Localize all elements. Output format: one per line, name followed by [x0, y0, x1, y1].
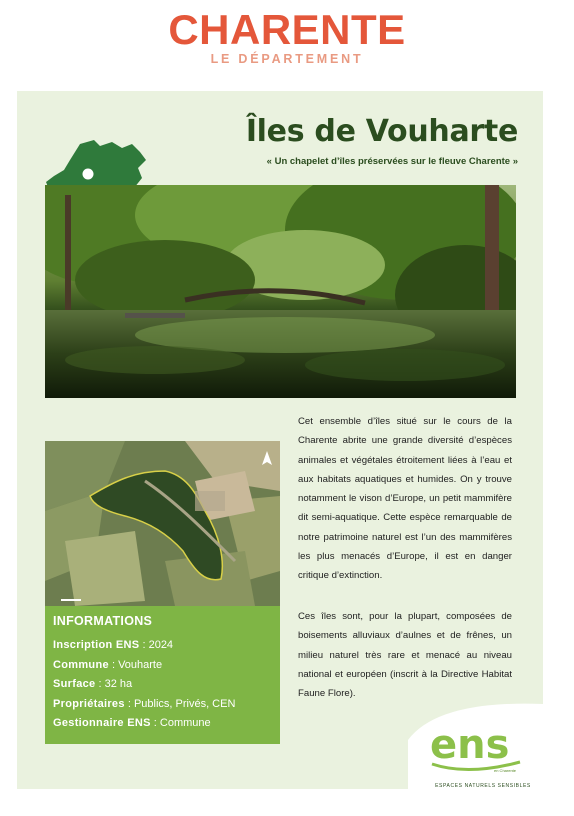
information-box: [45, 606, 280, 744]
info-row-commune: Commune : Vouharte: [53, 658, 163, 671]
info-row-surface: Surface : 32 ha: [53, 678, 133, 690]
info-label: Surface: [53, 678, 96, 690]
info-label: Inscription ENS: [53, 639, 140, 651]
page-title: Îles de Vouharte: [245, 114, 518, 149]
info-label: Propriétaires: [53, 697, 125, 710]
info-value: Commune: [159, 717, 211, 729]
description-paragraph-2: Ces îles sont, pour la plupart, composées de boisements alluviaux d’aulnes et de frênes, un milieu naturel très rare et menacé au niveau national et européen (inscrit à la Directive Habitat Faune Flore).: [298, 611, 512, 700]
info-row-owners: Propriétaires : Publics, Privés, CEN: [53, 697, 236, 710]
ens-caption: ESPACES NATURELS SENSIBLES: [435, 783, 531, 789]
info-row-manager: Gestionnaire ENS : Commune: [53, 717, 211, 729]
info-value: 2024: [148, 639, 174, 651]
information-heading: INFORMATIONS: [53, 614, 153, 628]
info-value: 32 ha: [104, 678, 133, 690]
info-row-inscription: Inscription ENS : 2024: [53, 639, 174, 651]
ens-wordmark: ens: [430, 722, 510, 768]
info-label: Commune: [53, 658, 109, 671]
satellite-map-image: [45, 441, 280, 606]
info-value: Vouharte: [118, 658, 163, 671]
ens-small-text: en Charente: [494, 768, 517, 773]
info-label: Gestionnaire ENS: [53, 717, 151, 729]
ens-logo: [408, 700, 543, 789]
description-paragraph-1: Cet ensemble d’îles situé sur le cours de la Charente abrite une grande diversité d’espèces animales et végétales étroitement liées à l’eau et aux habitats aquatiques et humides. On y trouve notamment le vison d’Europe, un petit mammifère dit semi-aquatique. Cette espèce remarquable de notre patrimoine naturel est l’un des mammifères les plus menacés d’Europe, il est en danger critique d’extinction.: [298, 416, 512, 582]
river-landscape-photo: [45, 185, 516, 398]
brand-subtitle: LE DÉPARTEMENT: [210, 52, 364, 66]
brand-title: CHARENTE: [168, 6, 406, 53]
info-value: Publics, Privés, CEN: [133, 697, 236, 710]
page-subtitle: « Un chapelet d’îles préservées sur le fleuve Charente »: [266, 156, 518, 167]
brand-header: [0, 8, 574, 66]
